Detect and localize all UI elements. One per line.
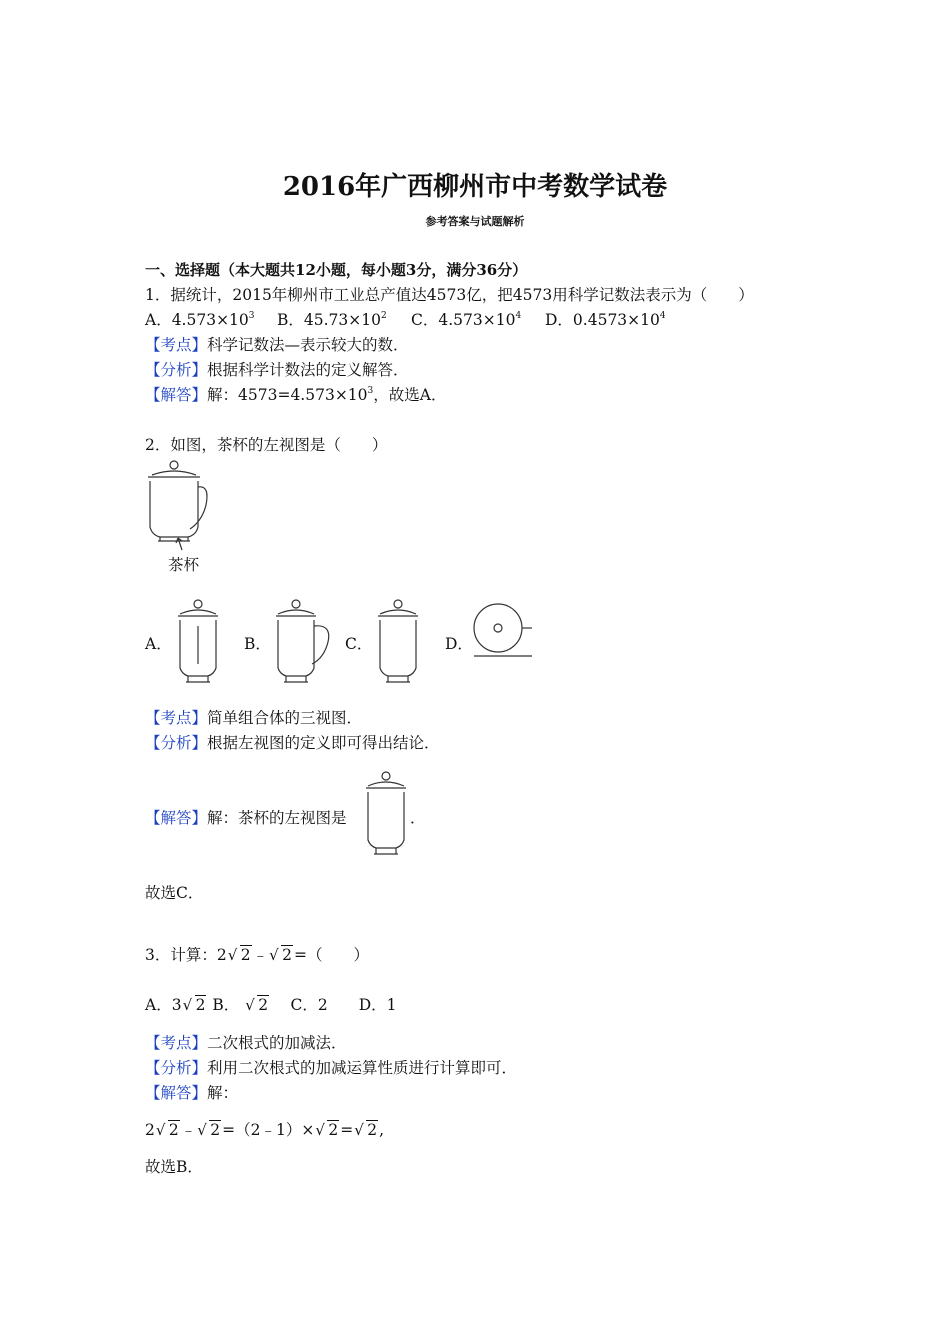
q1-option-c: C．$4.573\times 10^4$ [411,311,522,329]
option-c-figure [372,598,427,688]
document-subtitle: 参考答案与试题解析 [425,215,525,228]
q2-jieda-end: ． [410,809,426,827]
q1-option-d: D．$0.4573\times 10^4$ [545,311,666,329]
q1-option-a: A．$4.573\times 10^3$ [145,311,255,329]
q3-fenxi: 【分析】利用二次根式的加减运算性质进行计算即可． [145,1059,518,1077]
sqrt2: √ 2 [227,946,251,964]
teacup-label: 茶杯 [168,556,200,574]
q2-jieda: 【解答】解：茶杯的左视图是 [145,809,347,827]
section-heading: 一、选择题（本大题共12小题，每小题3分，满分36分） [145,261,528,279]
q2-kaodian: 【考点】简单组合体的三视图． [145,709,363,727]
document-title: 2016年广西柳州市中考数学试卷 [282,172,668,202]
option-d-figure [472,598,537,663]
q2-fenxi: 【分析】根据左视图的定义即可得出结论． [145,734,440,752]
sqrt2: √ 2 [269,946,292,964]
q2-option-b: B． [244,635,271,653]
q3-calculation: 2 √ 2 ﹣ √ 2 =（2﹣1）× √ 2 = √ 2 , [145,1121,385,1139]
q2-option-a: A． [145,635,172,653]
q1-option-b: B．$45.73\times 10^2$ [277,311,387,329]
q2-option-d: D． [445,635,473,653]
kaodian-tag: 【考点】 [145,336,208,354]
q3-options: A．3 √ 2 B． √ 2 C．2 D．1 [145,996,397,1014]
option-a-figure [172,598,227,688]
q2-conclusion: 故选C． [145,884,204,902]
q3-stem: 3．计算：2 √ 2 ﹣ √ 2 =（ ） [145,946,369,964]
q1-fenxi: 【分析】根据科学计数法的定义解答． [145,361,409,379]
q1-stem: 1．据统计，2015年柳州市工业总产值达4573亿，把4573用科学记数法表示为（ ） [145,286,754,304]
fenxi-tag: 【分析】 [145,361,208,379]
option-b-figure [270,598,340,688]
q3-kaodian: 【考点】二次根式的加减法． [145,1034,347,1052]
q1-jieda: 【解答】解：$4573=4.573\times 10^3$，故选A． [145,386,447,404]
q1-kaodian: 【考点】科学记数法—表示较大的数． [145,336,409,354]
q2-stem: 2．如图，茶杯的左视图是（ ） [145,436,388,454]
jieda-tag: 【解答】 [145,386,208,404]
answer-cup-figure [360,770,415,860]
q3-jieda: 【解答】解： [145,1084,239,1102]
q2-option-c: C． [345,635,373,653]
q3-conclusion: 故选B． [145,1158,203,1176]
